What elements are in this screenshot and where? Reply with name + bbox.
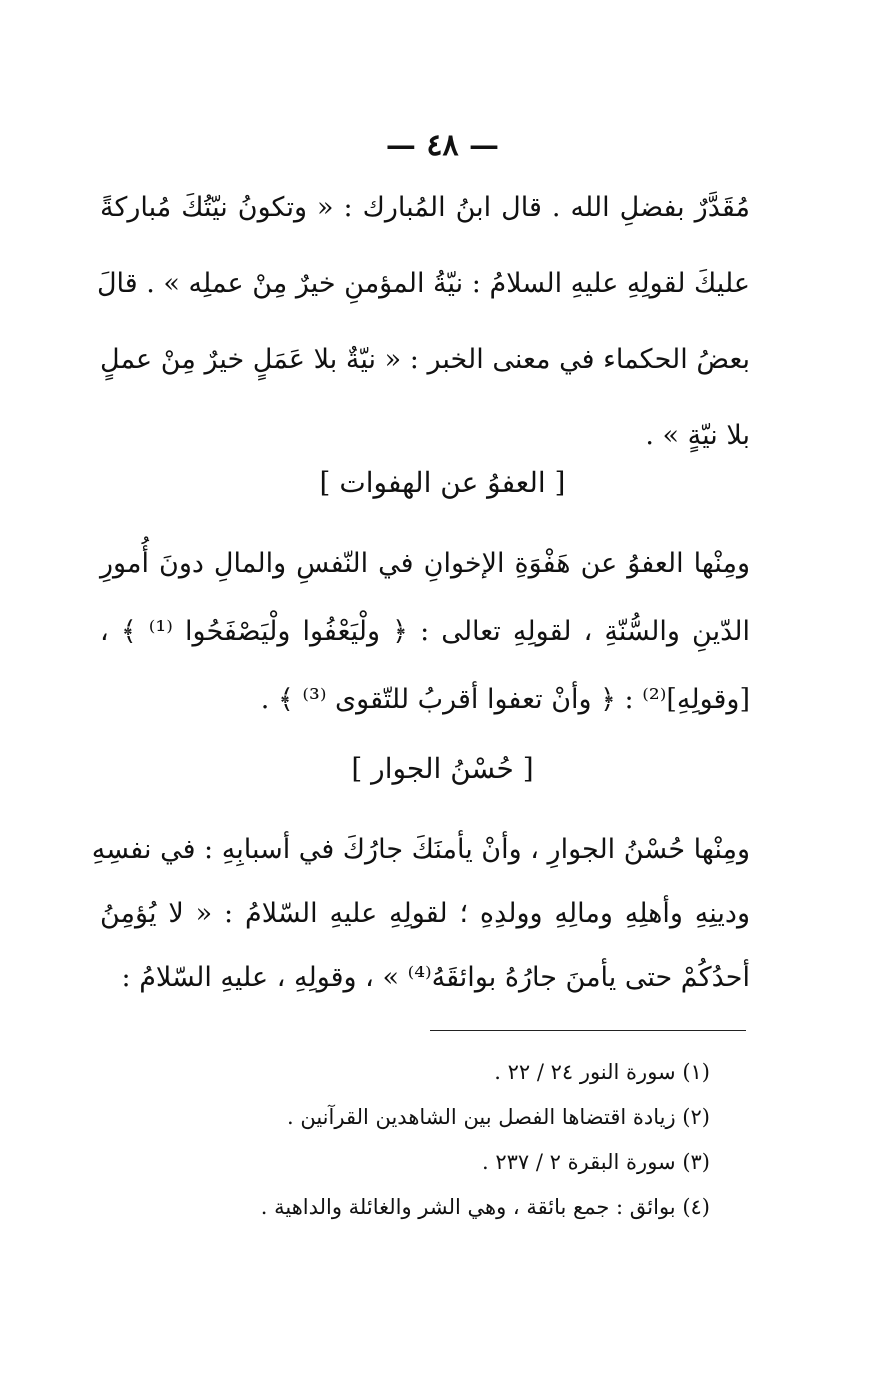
text-line: بلا نيّةٍ » . (645, 420, 750, 451)
text-line: مُقَدَّرٌ بفضلِ الله . قال ابنُ المُبارك : « وتكونُ نيّتُكَ مُباركةً (100, 192, 750, 223)
page-number: — ٤٨ — (385, 128, 500, 163)
text-line: ومِنْها حُسْنُ الجوارِ ، وأنْ يأمنَكَ جارُكَ في أسبابِهِ : في نفسِهِ (91, 834, 750, 865)
footnote-3: (٣) سورة البقرة ٢ / ٢٣٧ . (482, 1150, 710, 1174)
text-line: عليكَ لقولِهِ عليهِ السلامُ : نيّةُ المؤمنِ خيرٌ مِنْ عملِه » . قالَ (96, 268, 750, 299)
footnotes (140, 1050, 710, 1230)
section-heading-neighborliness: [ حُسْنُ الجوار ] (351, 752, 534, 785)
section-heading-forgiveness: [ العفوُ عن الهفوات ] (319, 466, 566, 499)
text-line: الدّينِ والسُّنّةِ ، لقولِهِ تعالى : ﴿ ولْيَعْفُوا ولْيَصْفَحُوا ⁽¹⁾ ﴾ ، (100, 616, 750, 647)
footnote-divider (430, 1030, 746, 1031)
text-line: أحدُكُمْ حتى يأمنَ جارُهُ بوائقَهُ⁽⁴⁾ » ، وقولِهِ ، عليهِ السّلامُ : (121, 962, 750, 993)
text-line: ودينِهِ وأهلِهِ ومالِهِ وولدِهِ ؛ لقولِهِ عليهِ السّلامُ : « لا يُؤمِنُ (100, 898, 750, 929)
text-line: [وقولِهِ]⁽²⁾ : ﴿ وأنْ تعفوا أقربُ للتّقوى ⁽³⁾ ﴾ . (260, 684, 750, 715)
paragraph-neighborliness (91, 818, 750, 1010)
footnote-4: (٤) بوائق : جمع بائقة ، وهي الشر والغائلة والداهية . (260, 1195, 710, 1219)
paragraph-forgiveness (100, 530, 750, 734)
paragraph-intention (96, 170, 750, 474)
text-line: بعضُ الحكماء في معنى الخبر : « نيّةٌ بلا عَمَلٍ خيرٌ مِنْ عملٍ (100, 344, 750, 375)
footnote-1: (١) سورة النور ٢٤ / ٢٢ . (494, 1060, 710, 1084)
text-line: ومِنْها العفوُ عن هَفْوَةِ الإخوانِ في النّفسِ والمالِ دونَ أُمورِ (100, 548, 750, 579)
footnote-2: (٢) زيادة اقتضاها الفصل بين الشاهدين القرآنين . (287, 1105, 710, 1129)
